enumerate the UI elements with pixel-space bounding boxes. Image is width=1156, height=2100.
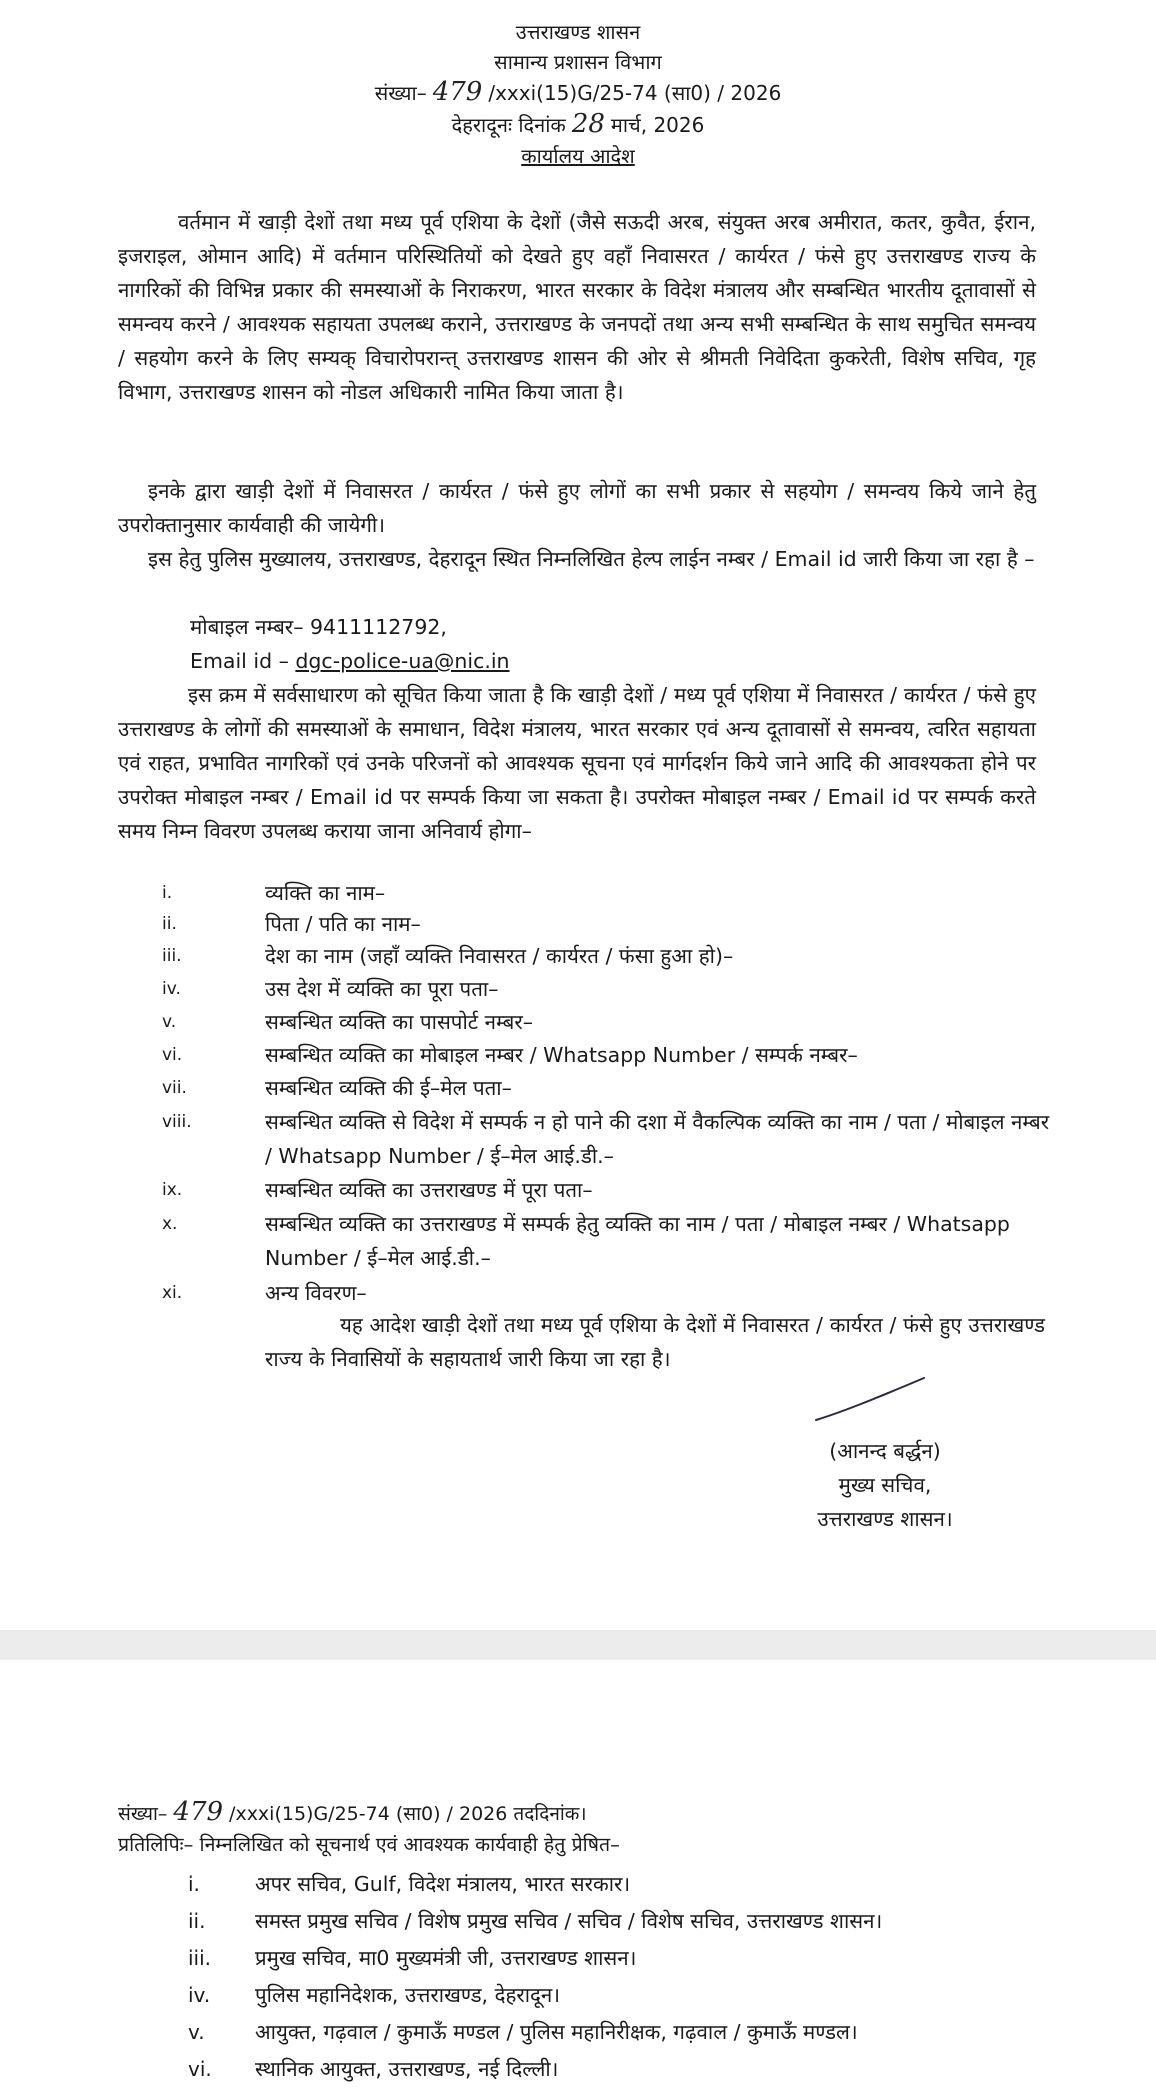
recipient-number: v.: [188, 2020, 205, 2044]
detail-number: v.: [162, 1012, 177, 1032]
detail-number: iii.: [162, 946, 182, 966]
handwritten-number: 479: [432, 77, 483, 107]
email-label: Email id –: [190, 649, 289, 673]
detail-text: सम्बन्धित व्यक्ति का उत्तराखण्ड में पूरा पता–: [265, 1178, 593, 1202]
paragraph-public-notice: इस क्रम में सर्वसाधारण को सूचित किया जाता है कि खाड़ी देशों / मध्य पूर्व एशिया में निवासरत / कार्यरत / फंसे हुए उत्तराखण्ड के लोगों की समस्याओं के समाधान, विदेश मंत्रालय, भारत सरकार एवं अन्य दूतावासों से समन्वय, त्वरित सहायता एवं राहत, प्रभावित नागरिकों एवं उनके परिजनों को आवश्यक सूचना एवं मार्गदर्शन किये जाने आदि की आवश्यकता होने पर उपरोक्त मोबाइल नम्बर / Email id पर सम्पर्क किया जा सकता है। उपरोक्त मोबाइल नम्बर / Email id पर सम्पर्क करते समय निम्न विवरण उपलब्ध कराया जाना अनिवार्य होगा–: [118, 683, 1036, 843]
recipient-text: पुलिस महानिदेशक, उत्तराखण्ड, देहरादून।: [255, 1983, 561, 2007]
detail-text: सम्बन्धित व्यक्ति का मोबाइल नम्बर / Whatsapp Number / सम्पर्क नम्बर–: [265, 1043, 858, 1067]
detail-text: व्यक्ति का नाम–: [265, 881, 386, 905]
paragraph-nodal-officer: वर्तमान में खाड़ी देशों तथा मध्य पूर्व एशिया के देशों (जैसे सऊदी अरब, संयुक्त अरब अमीरात, कतर, कुवैत, ईरान, इजराइल, ओमान आदि) में वर्तमान परिस्थितियों को देखते हुए वहाँ निवासरत / कार्यरत / फंसे हुए उत्तराखण्ड राज्य के नागरिकों की विभिन्न प्रकार की समस्याओं के निराकरण, भारत सरकार के विदेश मंत्रालय और सम्बन्धित भारतीय दूतावासों से समन्वय करने / आवश्यक सहायता उपलब्ध कराने, उत्तराखण्ड के जनपदों तथा अन्य सभी सम्बन्धित के साथ समुचित समन्वय / सहयोग करने के लिए सम्यक् विचारोपरान्त् उत्तराखण्ड शासन की ओर से श्रीमती निवेदिता कुकरेती, विशेष सचिव, गृह विभाग, उत्तराखण्ड शासन को नोडल अधिकारी नामित किया जाता है।: [118, 210, 1036, 404]
reference-number: [0, 78, 1156, 107]
signatory-name: (आनन्द बर्द्धन): [829, 1439, 941, 1463]
order-title-text: कार्यालय आदेश: [521, 144, 635, 168]
copy-intro: प्रतिलिपिः– निम्नलिखित को सूचनार्थ एवं आवश्यक कार्यवाही हेतु प्रेषित–: [118, 1833, 620, 1856]
detail-text: देश का नाम (जहाँ व्यक्ति निवासरत / कार्यरत / फंसा हुआ हो)–: [265, 944, 734, 968]
mobile-number: 9411112792,: [309, 615, 447, 639]
detail-number: x.: [162, 1214, 178, 1234]
detail-text: पिता / पति का नाम–: [265, 912, 421, 936]
recipient-item: [190, 1866, 1090, 1902]
detail-item: [162, 939, 1050, 973]
detail-text: सम्बन्धित व्यक्ति से विदेश में सम्पर्क न हो पाने की दशा में वैकल्पिक व्यक्ति का नाम / पता / मोबाइल नम्बर / Whatsapp Number / ई–मेल आई.डी.–: [265, 1110, 1050, 1168]
recipient-item: [190, 1903, 1090, 1939]
department-name: सामान्य प्रशासन विभाग: [494, 50, 662, 74]
detail-item: [162, 1173, 1050, 1207]
recipient-text: समस्त प्रमुख सचिव / विशेष प्रमुख सचिव / सचिव / विशेष सचिव, उत्तराखण्ड शासन।: [255, 1909, 883, 1933]
recipient-item: [190, 2051, 1090, 2087]
paragraph-cooperation: इनके द्वारा खाड़ी देशों में निवासरत / कार्यरत / फंसे हुए लोगों का सभी प्रकार से सहयोग / समन्वय किये जाने हेतु उपरोक्तानुसार कार्यवाही की जायेगी।: [118, 479, 1036, 537]
detail-item: [162, 1071, 1050, 1105]
order-title: [0, 142, 1156, 170]
detail-text: सम्बन्धित व्यक्ति की ई–मेल पता–: [265, 1076, 512, 1100]
page-separator: [0, 1630, 1156, 1660]
detail-text: सम्बन्धित व्यक्ति का पासपोर्ट नम्बर–: [265, 1010, 533, 1034]
detail-item: [162, 1276, 1050, 1310]
paragraph-helpline: इस हेतु पुलिस मुख्यालय, उत्तराखण्ड, देहरादून स्थित निम्नलिखित हेल्प लाईन नम्बर / Email id जारी किया जा रहा है –: [148, 547, 1035, 571]
detail-text: सम्बन्धित व्यक्ति का उत्तराखण्ड में सम्पर्क हेतु व्यक्ति का नाम / पता / मोबाइल नम्बर / Whatsapp Number / ई–मेल आई.डी.–: [265, 1212, 1010, 1270]
detail-number: iv.: [162, 979, 181, 999]
copy-reference-suffix: /xxxi(15)G/25-74 (सा0) / 2026 तददिनांक।: [229, 1803, 587, 1825]
date-prefix: देहरादूनः दिनांक: [451, 113, 566, 137]
helpline-mobile: [190, 610, 447, 644]
copy-handwritten-number: 479: [173, 1797, 224, 1827]
reference-prefix: संख्या–: [374, 81, 427, 105]
detail-item: [162, 876, 1050, 910]
mobile-label: मोबाइल नम्बर–: [190, 615, 304, 639]
date-suffix: मार्च, 2026: [610, 113, 705, 137]
recipient-text: अपर सचिव, Gulf, विदेश मंत्रालय, भारत सरकार।: [255, 1872, 631, 1896]
government-name: उत्तराखण्ड शासन: [515, 20, 641, 44]
detail-number: ix.: [162, 1180, 183, 1200]
detail-number: i.: [162, 883, 173, 903]
copy-reference: [118, 1795, 587, 1831]
email-link[interactable]: dgc-police-ua@nic.in: [295, 649, 510, 673]
recipient-number: ii.: [188, 1909, 206, 1933]
detail-item: [162, 1005, 1050, 1039]
reference-suffix: /xxxi(15)G/25-74 (सा0) / 2026: [488, 81, 782, 105]
recipient-text: प्रमुख सचिव, मा0 मुख्यमंत्री जी, उत्तराखण्ड शासन।: [255, 1946, 637, 1970]
detail-item: [162, 1038, 1050, 1072]
signature-mark: [812, 1372, 932, 1428]
detail-number: vi.: [162, 1045, 183, 1065]
detail-number: xi.: [162, 1283, 183, 1303]
recipient-item: [190, 2014, 1090, 2050]
recipient-text: आयुक्त, गढ़वाल / कुमाऊँ मण्डल / पुलिस महानिरीक्षक, गढ़वाल / कुमाऊँ मण्डल।: [255, 2020, 858, 2044]
helpline-email: [190, 644, 510, 678]
detail-item: [162, 972, 1050, 1006]
copy-reference-prefix: संख्या–: [118, 1803, 168, 1825]
signatory-designation: मुख्य सचिव,: [838, 1473, 932, 1497]
handwritten-date: 28: [571, 109, 605, 139]
signatory-office: उत्तराखण्ड शासन।: [817, 1507, 953, 1531]
order-date: [0, 110, 1156, 139]
detail-item: [162, 1207, 1050, 1275]
recipient-number: iv.: [188, 1983, 211, 2007]
detail-number: viii.: [162, 1112, 192, 1132]
detail-text: अन्य विवरण–: [265, 1281, 367, 1305]
recipient-number: vi.: [188, 2057, 212, 2081]
detail-text: उस देश में व्यक्ति का पूरा पता–: [265, 977, 499, 1001]
recipient-item: [190, 1940, 1090, 1976]
recipient-number: iii.: [188, 1946, 212, 1970]
recipient-item: [190, 1977, 1090, 2013]
recipient-text: स्थानिक आयुक्त, उत्तराखण्ड, नई दिल्ली।: [255, 2057, 559, 2081]
detail-item: [162, 907, 1050, 941]
detail-number: ii.: [162, 914, 177, 934]
recipient-number: i.: [188, 1872, 200, 1896]
copy-page: [0, 1660, 1156, 2100]
detail-number: vii.: [162, 1078, 187, 1098]
detail-item: [162, 1105, 1050, 1173]
paragraph-closing: यह आदेश खाड़ी देशों तथा मध्य पूर्व एशिया के देशों में निवासरत / कार्यरत / फंसे हुए उत्तराखण्ड राज्य के निवासियों के सहायतार्थ जारी किया जा रहा है।: [265, 1313, 1045, 1371]
